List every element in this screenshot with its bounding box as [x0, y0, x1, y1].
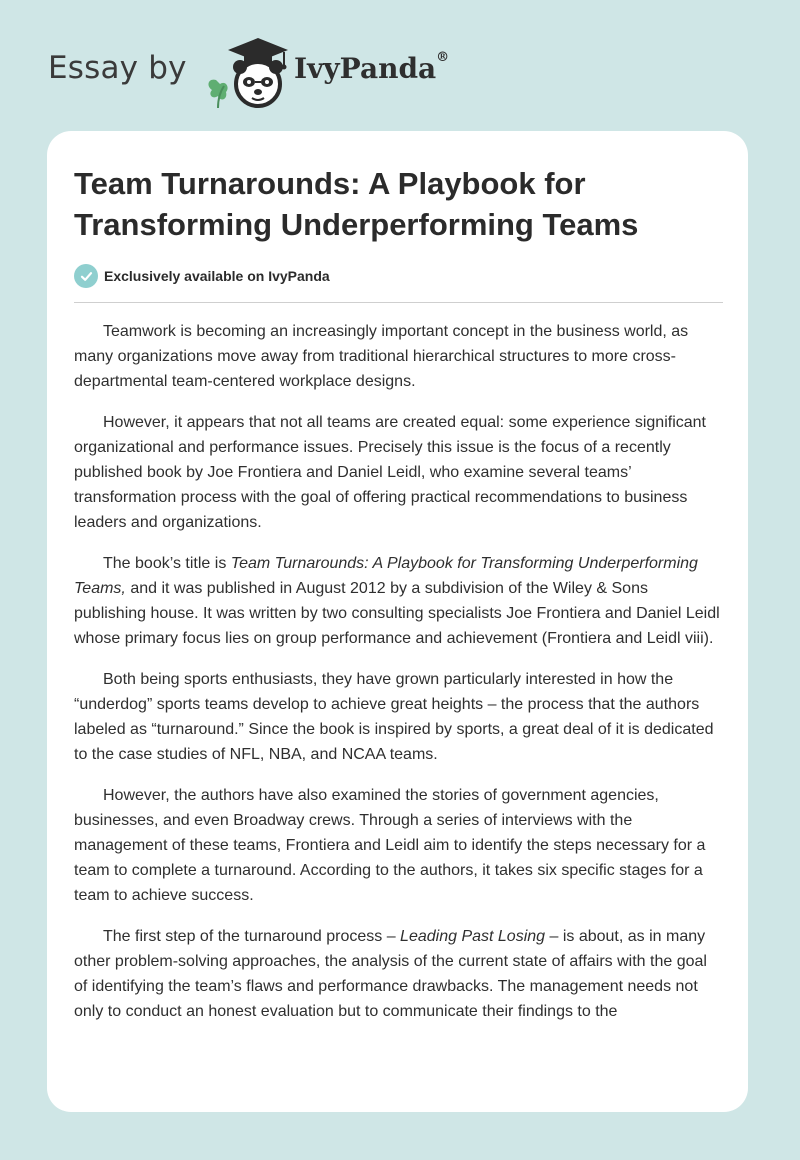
- registered-mark: ®: [436, 50, 450, 65]
- paragraph: [74, 924, 724, 1024]
- brand-name-text[interactable]: IvyPanda: [294, 52, 437, 85]
- article-title: Team Turnarounds: A Playbook for Transforming Underperforming Teams: [74, 166, 639, 242]
- paragraph-text: The first step of the turnaround process –: [103, 928, 401, 945]
- article-card: [47, 131, 748, 1112]
- article-body: [74, 319, 724, 1040]
- paragraph-text: – is about, as in many other problem-solving approaches, the analysis of the current state of affairs with the goal of identifying the team’s flaws and performance drawbacks. The management needs not only to conduct an honest evaluation but to communicate their findings to the: [74, 928, 707, 1020]
- paragraph: Teamwork is becoming an increasingly important concept in the business world, as many organizations move away from traditional hierarchical structures to more cross-departmental team-centered workplace designs.: [74, 323, 689, 390]
- paragraph-text: and it was published in August 2012 by a subdivision of the Wiley & Sons publishing house. It was written by two consulting specialists Joe Frontiera and Daniel Leidl whose primary focus lies on group performance and achievement (Frontiera and Leidl viii).: [74, 580, 720, 647]
- book-title: Team Turnarounds: A Playbook for Transforming Underperforming Teams,: [74, 555, 698, 597]
- site-header: [48, 34, 508, 114]
- exclusive-badge: [74, 263, 330, 289]
- paragraph-text: The book’s title is: [103, 555, 231, 572]
- paragraph: However, it appears that not all teams are created equal: some experience significant organizational and performance issues. Precisely this issue is the focus of a recently published book by Joe Frontiera and Daniel Leidl, who examine several teams’ transformation process with the goal of offering practical recommendations to business leaders and organizations.: [74, 414, 706, 531]
- exclusive-badge-label: Exclusively available on IvyPanda: [104, 268, 330, 284]
- ivypanda-logo-icon[interactable]: [202, 34, 298, 110]
- paragraph: However, the authors have also examined the stories of government agencies, businesses, and even Broadway crews. Through a series of interviews with the management of these teams, Frontiera and Leidl aim to identify the steps necessary for a team to complete a turnaround. According to the authors, it takes six specific stages for a team to achieve success.: [74, 787, 706, 904]
- brand-prefix: Essay by: [48, 50, 187, 86]
- paragraph: Both being sports enthusiasts, they have grown particularly interested in how the “underdog” sports teams develop to achieve great heights – the process that the authors labeled as “turnaround.” Since the book is inspired by sports, a great deal of it is dedicated to the case studies of NFL, NBA, and NCAA teams.: [74, 671, 714, 763]
- brand-name[interactable]: [294, 52, 449, 85]
- paragraph: [74, 551, 724, 651]
- step-title: Leading Past Losing: [400, 928, 546, 945]
- ivy-leaf-icon: [209, 80, 228, 108]
- divider: [74, 302, 723, 303]
- check-icon: [74, 264, 98, 288]
